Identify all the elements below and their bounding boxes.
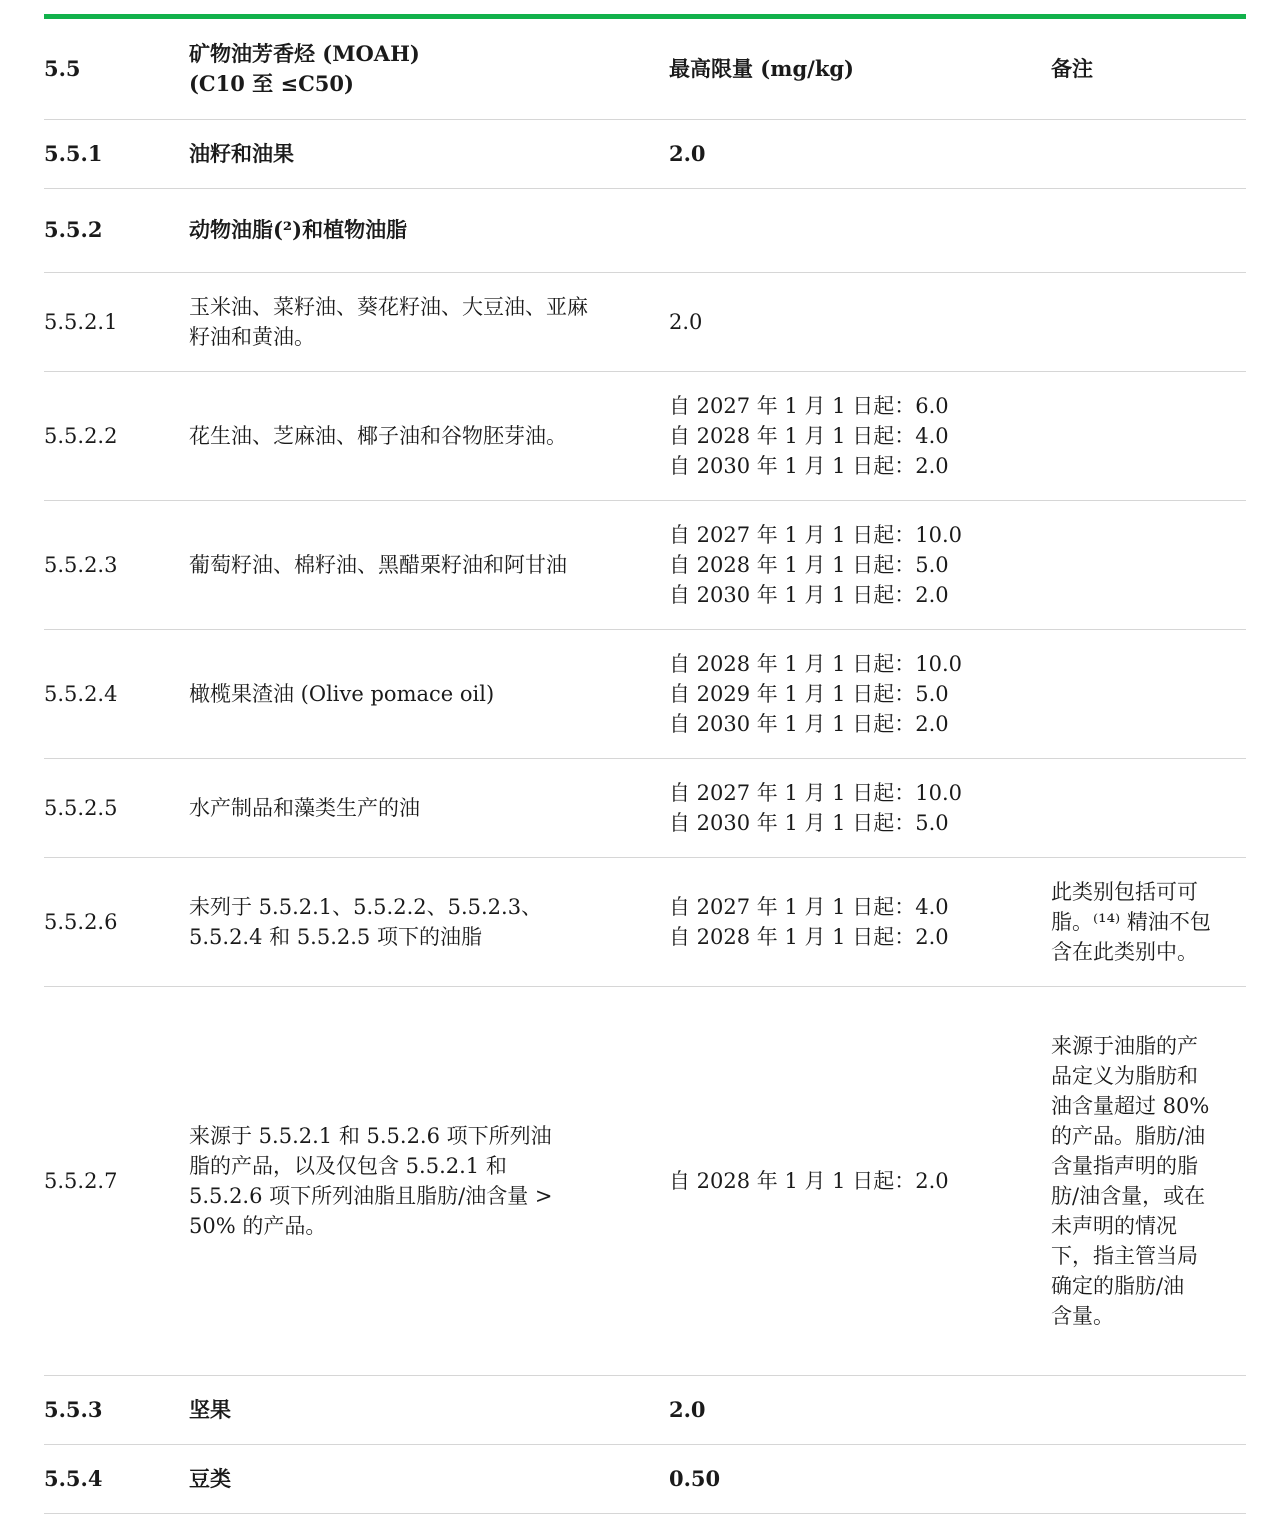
row-note: [1051, 371, 1246, 500]
row-description: 动物油脂(²)和植物油脂: [189, 217, 408, 242]
row-description: 玉米油、菜籽油、葵花籽油、大豆油、亚麻 籽油和黄油。: [189, 294, 588, 349]
row-description: 坚果: [189, 1396, 231, 1422]
row-limit: 0.50: [669, 1465, 721, 1491]
table-row: [44, 629, 1246, 758]
row-limit: 自 2027 年 1 月 1 日起：10.0 自 2030 年 1 月 1 日起：5.0: [669, 780, 962, 835]
table-row: [44, 371, 1246, 500]
row-description: 橄榄果渣油 (Olive pomace oil): [189, 681, 495, 706]
row-code: 5.5.4: [44, 1465, 103, 1491]
row-note: [1051, 1375, 1246, 1444]
row-description: 油籽和油果: [189, 140, 294, 166]
row-note: [1051, 1444, 1246, 1513]
moah-limits-table: [44, 19, 1246, 1514]
document-page: [44, 14, 1246, 1514]
header-limit: 最高限量 (mg/kg): [669, 55, 854, 81]
row-note: [1051, 188, 1246, 272]
row-limit: 2.0: [669, 1396, 706, 1422]
row-code: 5.5.2.1: [44, 309, 118, 334]
header-title: 矿物油芳香烃 (MOAH) (C10 至 ≤C50): [189, 40, 420, 96]
row-code: 5.5.2.7: [44, 1168, 118, 1193]
row-code: 5.5.2.3: [44, 552, 118, 577]
table-row: [44, 758, 1246, 857]
row-limit: 自 2028 年 1 月 1 日起：2.0: [669, 1168, 949, 1193]
row-note: [1051, 629, 1246, 758]
row-code: 5.5.2: [44, 217, 103, 242]
row-note: [1051, 500, 1246, 629]
row-limit: 自 2028 年 1 月 1 日起：10.0 自 2029 年 1 月 1 日起：5.0 自 2030 年 1 月 1 日起：2.0: [669, 651, 962, 736]
table-row: [44, 272, 1246, 371]
row-description: 未列于 5.5.2.1、5.5.2.2、5.5.2.3、 5.5.2.4 和 5.5.2.5 项下的油脂: [189, 894, 543, 949]
table-row: [44, 1375, 1246, 1444]
row-description: 水产制品和藻类生产的油: [189, 795, 420, 820]
table-row: [44, 1444, 1246, 1513]
header-code: 5.5: [44, 55, 81, 81]
table-header-row: [44, 19, 1246, 119]
row-description: 豆类: [189, 1465, 231, 1491]
row-limit: 自 2027 年 1 月 1 日起：10.0 自 2028 年 1 月 1 日起：5.0 自 2030 年 1 月 1 日起：2.0: [669, 522, 962, 607]
row-limit: 2.0: [669, 309, 703, 334]
row-code: 5.5.1: [44, 140, 103, 166]
row-note: 此类别包括可可 脂。⁽¹⁴⁾ 精油不包 含在此类别中。: [1051, 879, 1211, 964]
row-note: [1051, 758, 1246, 857]
row-description: 花生油、芝麻油、椰子油和谷物胚芽油。: [189, 423, 567, 448]
table-row: [44, 857, 1246, 986]
row-code: 5.5.2.5: [44, 795, 118, 820]
row-limit: 2.0: [669, 140, 706, 166]
table-row: [44, 119, 1246, 188]
row-code: 5.5.2.2: [44, 423, 118, 448]
row-description: 来源于 5.5.2.1 和 5.5.2.6 项下所列油 脂的产品，以及仅包含 5.5.2.1 和 5.5.2.6 项下所列油脂且脂肪/油含量 > 50% 的产品。: [189, 1123, 553, 1238]
row-note: 来源于油脂的产 品定义为脂肪和 油含量超过 80% 的产品。脂肪/油 含量指声明的脂 肪/油含量，或在 未声明的情况 下，指主管当局 确定的脂肪/油 含量。: [1051, 1033, 1210, 1328]
row-code: 5.5.3: [44, 1396, 103, 1422]
header-notes: 备注: [1051, 55, 1093, 81]
table-row: [44, 986, 1246, 1375]
row-note: [1051, 272, 1246, 371]
table-row: [44, 500, 1246, 629]
row-note: [1051, 119, 1246, 188]
row-limit: 自 2027 年 1 月 1 日起：6.0 自 2028 年 1 月 1 日起：4.0 自 2030 年 1 月 1 日起：2.0: [669, 393, 949, 478]
row-limit: 自 2027 年 1 月 1 日起：4.0 自 2028 年 1 月 1 日起：2.0: [669, 894, 949, 949]
row-code: 5.5.2.4: [44, 681, 118, 706]
row-description: 葡萄籽油、棉籽油、黑醋栗籽油和阿甘油: [189, 552, 567, 577]
table-row: [44, 188, 1246, 272]
row-limit: [651, 188, 1051, 272]
row-code: 5.5.2.6: [44, 909, 118, 934]
